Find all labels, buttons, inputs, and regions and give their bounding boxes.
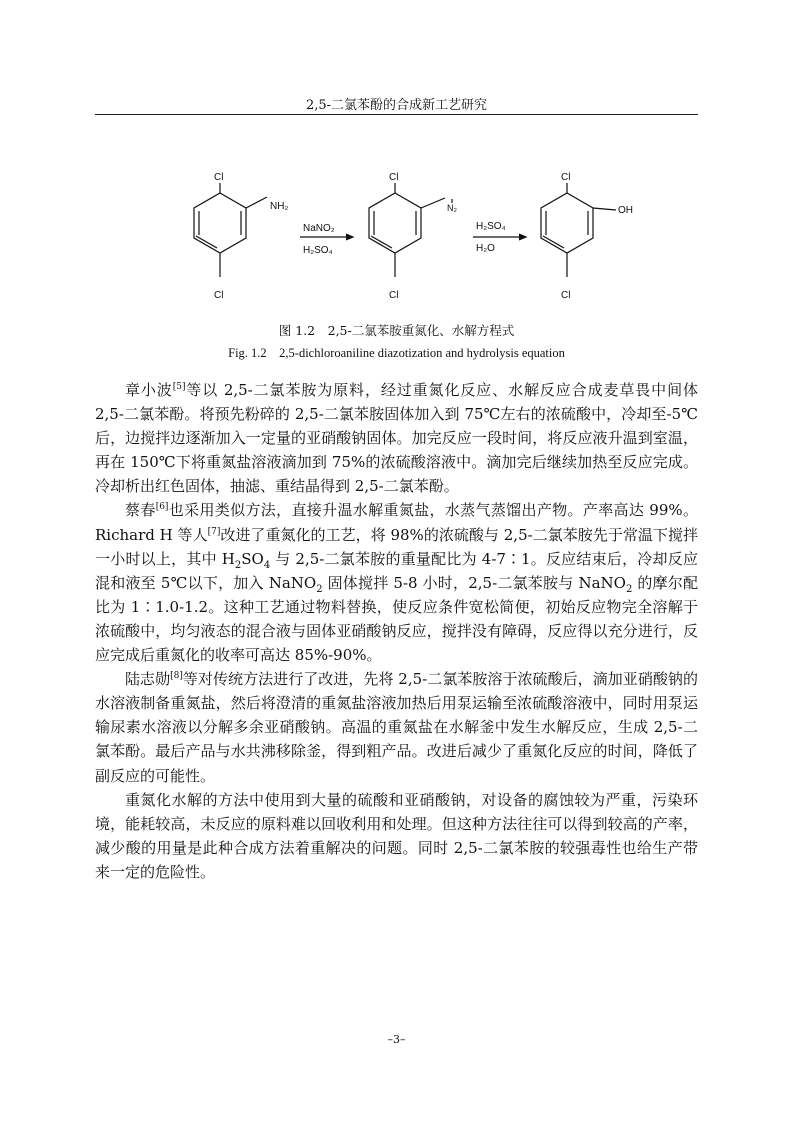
reactant-cl-top-label: Cl (214, 172, 224, 183)
running-header: 2,5-二氯苯酚的合成新工艺研究 (305, 98, 488, 113)
text-run: 也采用类似方法，直接升温水解重氮盐，水蒸气蒸馏出产物。产率高达 99%。Richard H 等人 (95, 501, 698, 544)
arrow1-reagent-below: H₂SO₄ (303, 245, 333, 256)
product-cl-top-label: Cl (561, 172, 571, 183)
text-run: 固体搅拌 5-8 小时，2,5-二氯苯胺与 NaNO (322, 573, 626, 592)
citation-ref: [5] (172, 382, 186, 392)
subscript: 4 (263, 559, 271, 571)
reactant-nh2-label: NH₂ (270, 201, 289, 212)
text-run: 蔡春 (125, 501, 156, 520)
text-run: 等对传统方法进行了改进，先将 2,5-二氯苯胺溶于浓硫酸后，滴加亚硝酸钠的水溶液制备重氮盐，然后将澄清的重氮盐溶液加热后用泵运输至浓硫酸溶液中，同时用泵运输尿素水溶液以分解多余亚硝酸钠。高温的重氮盐在水解釜中发生水解反应，生成 2,5-二氯苯酚。最后产品与水共沸移除釜，得到粗产品。改进后减少了重氮化反应的时间，降低了副反应的可能性。 (95, 670, 698, 785)
arrow2-reagent-above: H₂SO₄ (476, 221, 506, 232)
citation-ref: [8] (170, 671, 183, 682)
text-run: 等以 2,5-二氯苯胺为原料，经过重氮化反应、水解反应合成麦草畏中间体 2,5-二氯苯酚。将预先粉碎的 2,5-二氯苯胺固体加入到 75℃左右的浓硫酸中，冷却至-5℃后，边搅拌边逐渐加入一定量的亚硝酸钠固体。加完反应一段时间，将反应液升温到室温，再在 150℃下将重氮盐溶液滴加到 75%的浓硫酸溶液中。滴加完后继续加热至反应完成。冷却析出红色固体，抽滤、重结晶得到 2,5-二氯苯酚。 (95, 381, 698, 496)
citation-ref: [6] (155, 502, 169, 513)
product-cl-bottom-label: Cl (561, 290, 571, 301)
figure-caption-cn: 图 1.2 2,5-二氯苯胺重氮化、水解方程式 (278, 323, 515, 338)
text-run: SO (241, 549, 264, 568)
intermediate-cl-top-label: Cl (389, 172, 399, 183)
paragraph-1 (95, 378, 698, 498)
reaction-scheme-svg (170, 165, 670, 315)
arrow1-reagent-above: NaNO₂ (303, 223, 335, 234)
text-run: 章小波 (125, 381, 173, 399)
product-ring (541, 183, 616, 277)
figure-caption-en: Fig. 1.2 2,5-dichloroaniline diazotization and hydrolysis equation (228, 346, 565, 360)
intermediate-n2-label: N₂ (447, 203, 457, 213)
text-run: 与 2,5-二氯苯胺的重量配比为 4-7∶1。反应结束后，冷却反应混和液至 5℃以下，加入 NaNO (95, 549, 698, 592)
text-run: 陆志勋 (125, 670, 171, 689)
body-text (95, 378, 698, 884)
subscript: 2 (316, 583, 323, 595)
text-run: 改进了重氮化的工艺，将 98%的浓硫酸与 2,5-二氯苯胺先于常温下搅拌一小时以上，其中 H (95, 525, 698, 568)
paragraph-2 (95, 498, 698, 667)
subscript: 2 (625, 583, 633, 595)
header-rule (95, 114, 698, 115)
subscript: 2 (234, 559, 242, 571)
paragraph-3 (95, 667, 698, 787)
reactant-ring (194, 183, 267, 277)
reaction-scheme (170, 165, 670, 315)
reactant-cl-bottom-label: Cl (214, 290, 224, 301)
intermediate-cl-bottom-label: Cl (389, 290, 399, 301)
page-number: –3– (387, 1033, 406, 1046)
citation-ref: [7] (207, 526, 221, 537)
product-oh-label: OH (618, 205, 633, 216)
arrow2-reagent-below: H₂O (476, 243, 495, 254)
intermediate-ring (369, 183, 452, 277)
paragraph-4: 重氮化水解的方法中使用到大量的硫酸和亚硝酸钠，对设备的腐蚀较为严重，污染环境，能耗较高，未反应的原料难以回收利用和处理。但这种方法往往可以得到较高的产率，减少酸的用量是此种合成方法着重解决的问题。同时 2,5-二氯苯胺的较强毒性也给生产带来一定的危险性。 (95, 790, 698, 881)
text-run: 的摩尔配比为 1∶1.0-1.2。这种工艺通过物料替换，使反应条件宽松简便，初始反应物完全溶解于浓硫酸中，均匀液态的混合液与固体亚硝酸钠反应，搅拌没有障碍，反应得以充分进行，反应完成后重氮化的收率可高达 85%-90%。 (95, 573, 698, 665)
